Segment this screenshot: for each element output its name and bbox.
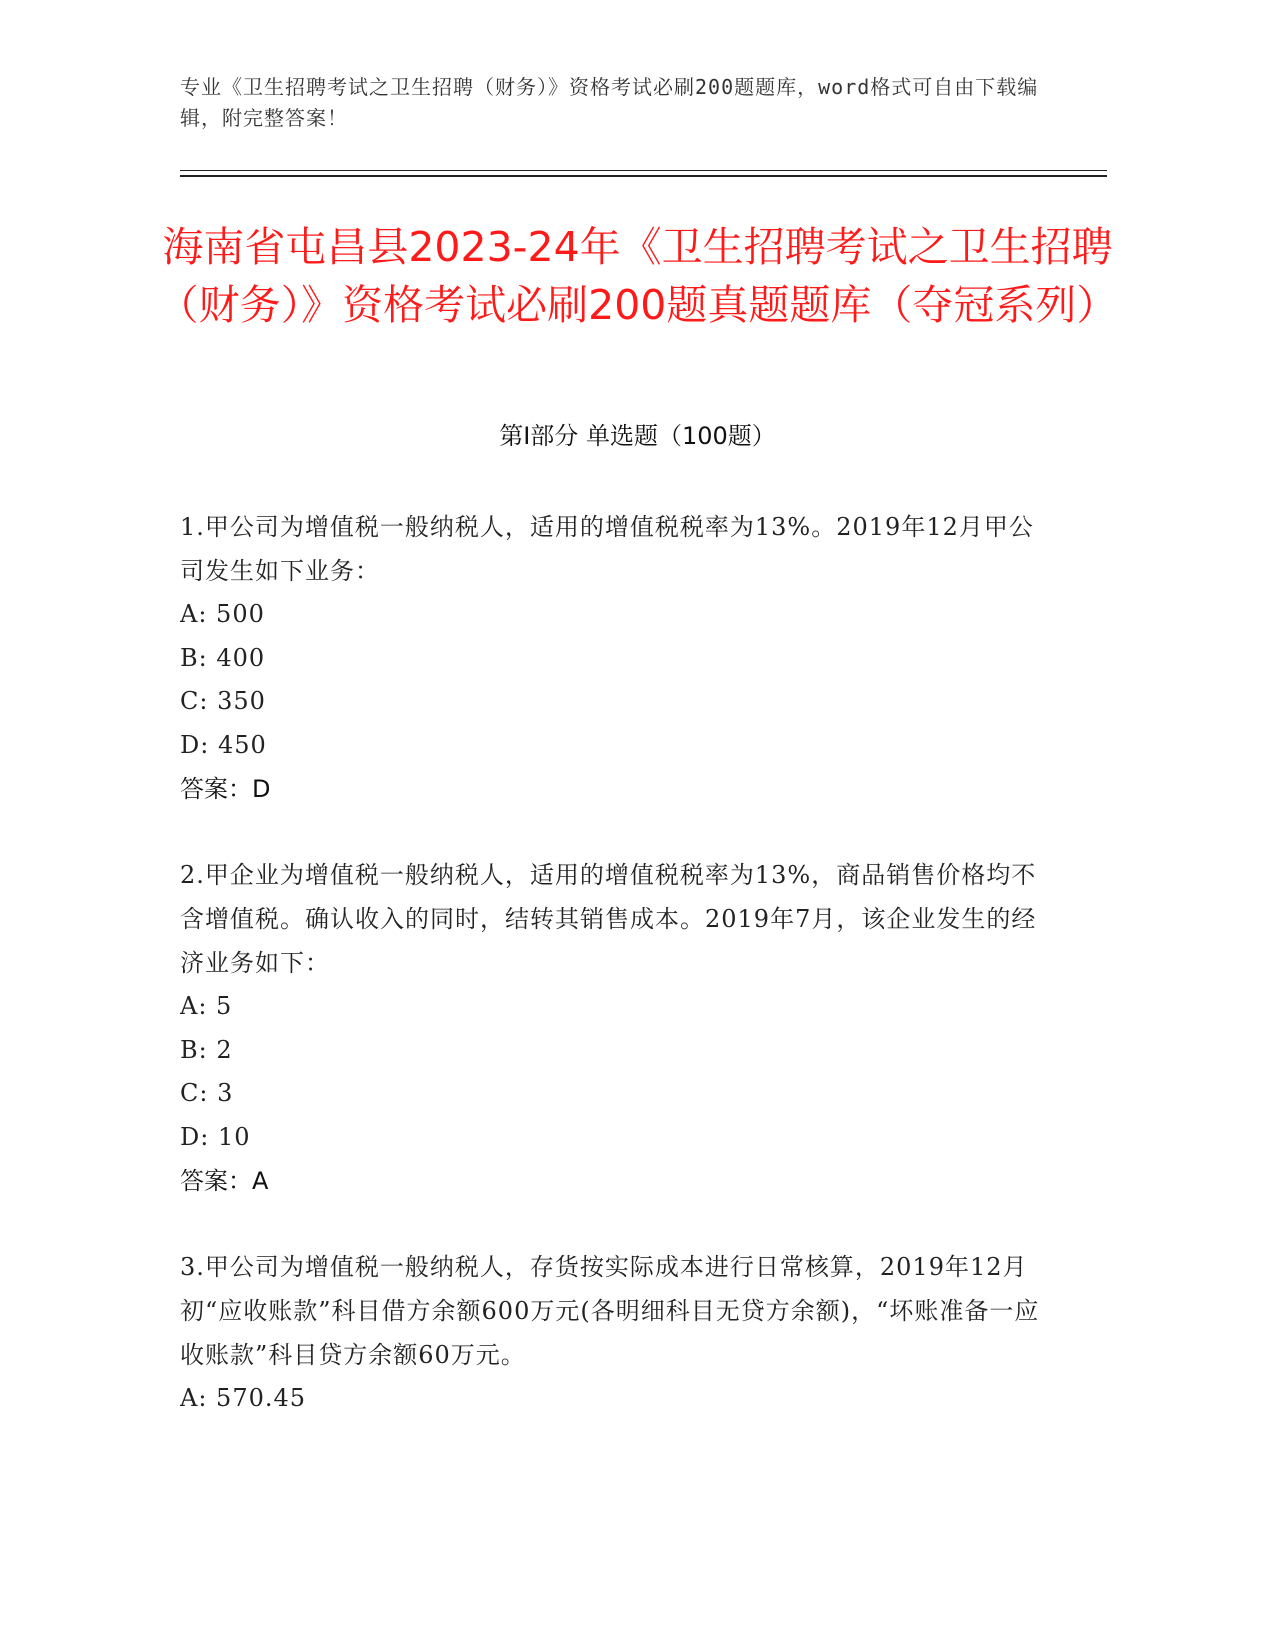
section-title: 第I部分 单选题（100题） (499, 422, 776, 450)
question-stem: 2.甲企业为增值税一般纳税人，适用的增值税税率为13%，商品销售价格均不含增值税。确认收入的同时，结转其销售成本。2019年7月，该企业发生的经济业务如下： (180, 861, 1037, 977)
question-1 (180, 505, 1040, 811)
option-a: A: 570.45 (180, 1384, 307, 1412)
question-stem: 3.甲公司为增值税一般纳税人，存货按实际成本进行日常核算，2019年12月初“应收账款”科目借方余额600万元(各明细科目无贷方余额)，“坏账准备一应收账款”科目贷方余额60万元。 (180, 1253, 1040, 1369)
option-b: B: 400 (180, 643, 266, 672)
option-c: C: 350 (180, 687, 266, 715)
document-title: 海南省屯昌县2023-24年《卫生招聘考试之卫生招聘（财务）》资格考试必刷200题真题题库（夺冠系列） (157, 223, 1118, 329)
option-a: A: 500 (180, 600, 265, 628)
answer: 答案：D (180, 775, 271, 803)
header-divider-thin (180, 170, 1107, 171)
option-c: C: 3 (180, 1079, 234, 1107)
option-b: B: 2 (180, 1035, 233, 1064)
question-2 (180, 853, 1040, 1203)
question-3 (180, 1245, 1040, 1421)
header-divider-thick (180, 175, 1107, 177)
option-d: D: 10 (180, 1122, 251, 1151)
option-a: A: 5 (180, 992, 233, 1020)
question-list (180, 505, 1040, 1463)
answer: 答案：A (180, 1167, 269, 1195)
option-d: D: 450 (180, 730, 267, 759)
question-stem: 1.甲公司为增值税一般纳税人，适用的增值税税率为13%。2019年12月甲公司发生如下业务： (180, 513, 1034, 585)
header-note: 专业《卫生招聘考试之卫生招聘（财务）》资格考试必刷200题题库，word格式可自由下载编辑，附完整答案！ (180, 75, 1039, 130)
